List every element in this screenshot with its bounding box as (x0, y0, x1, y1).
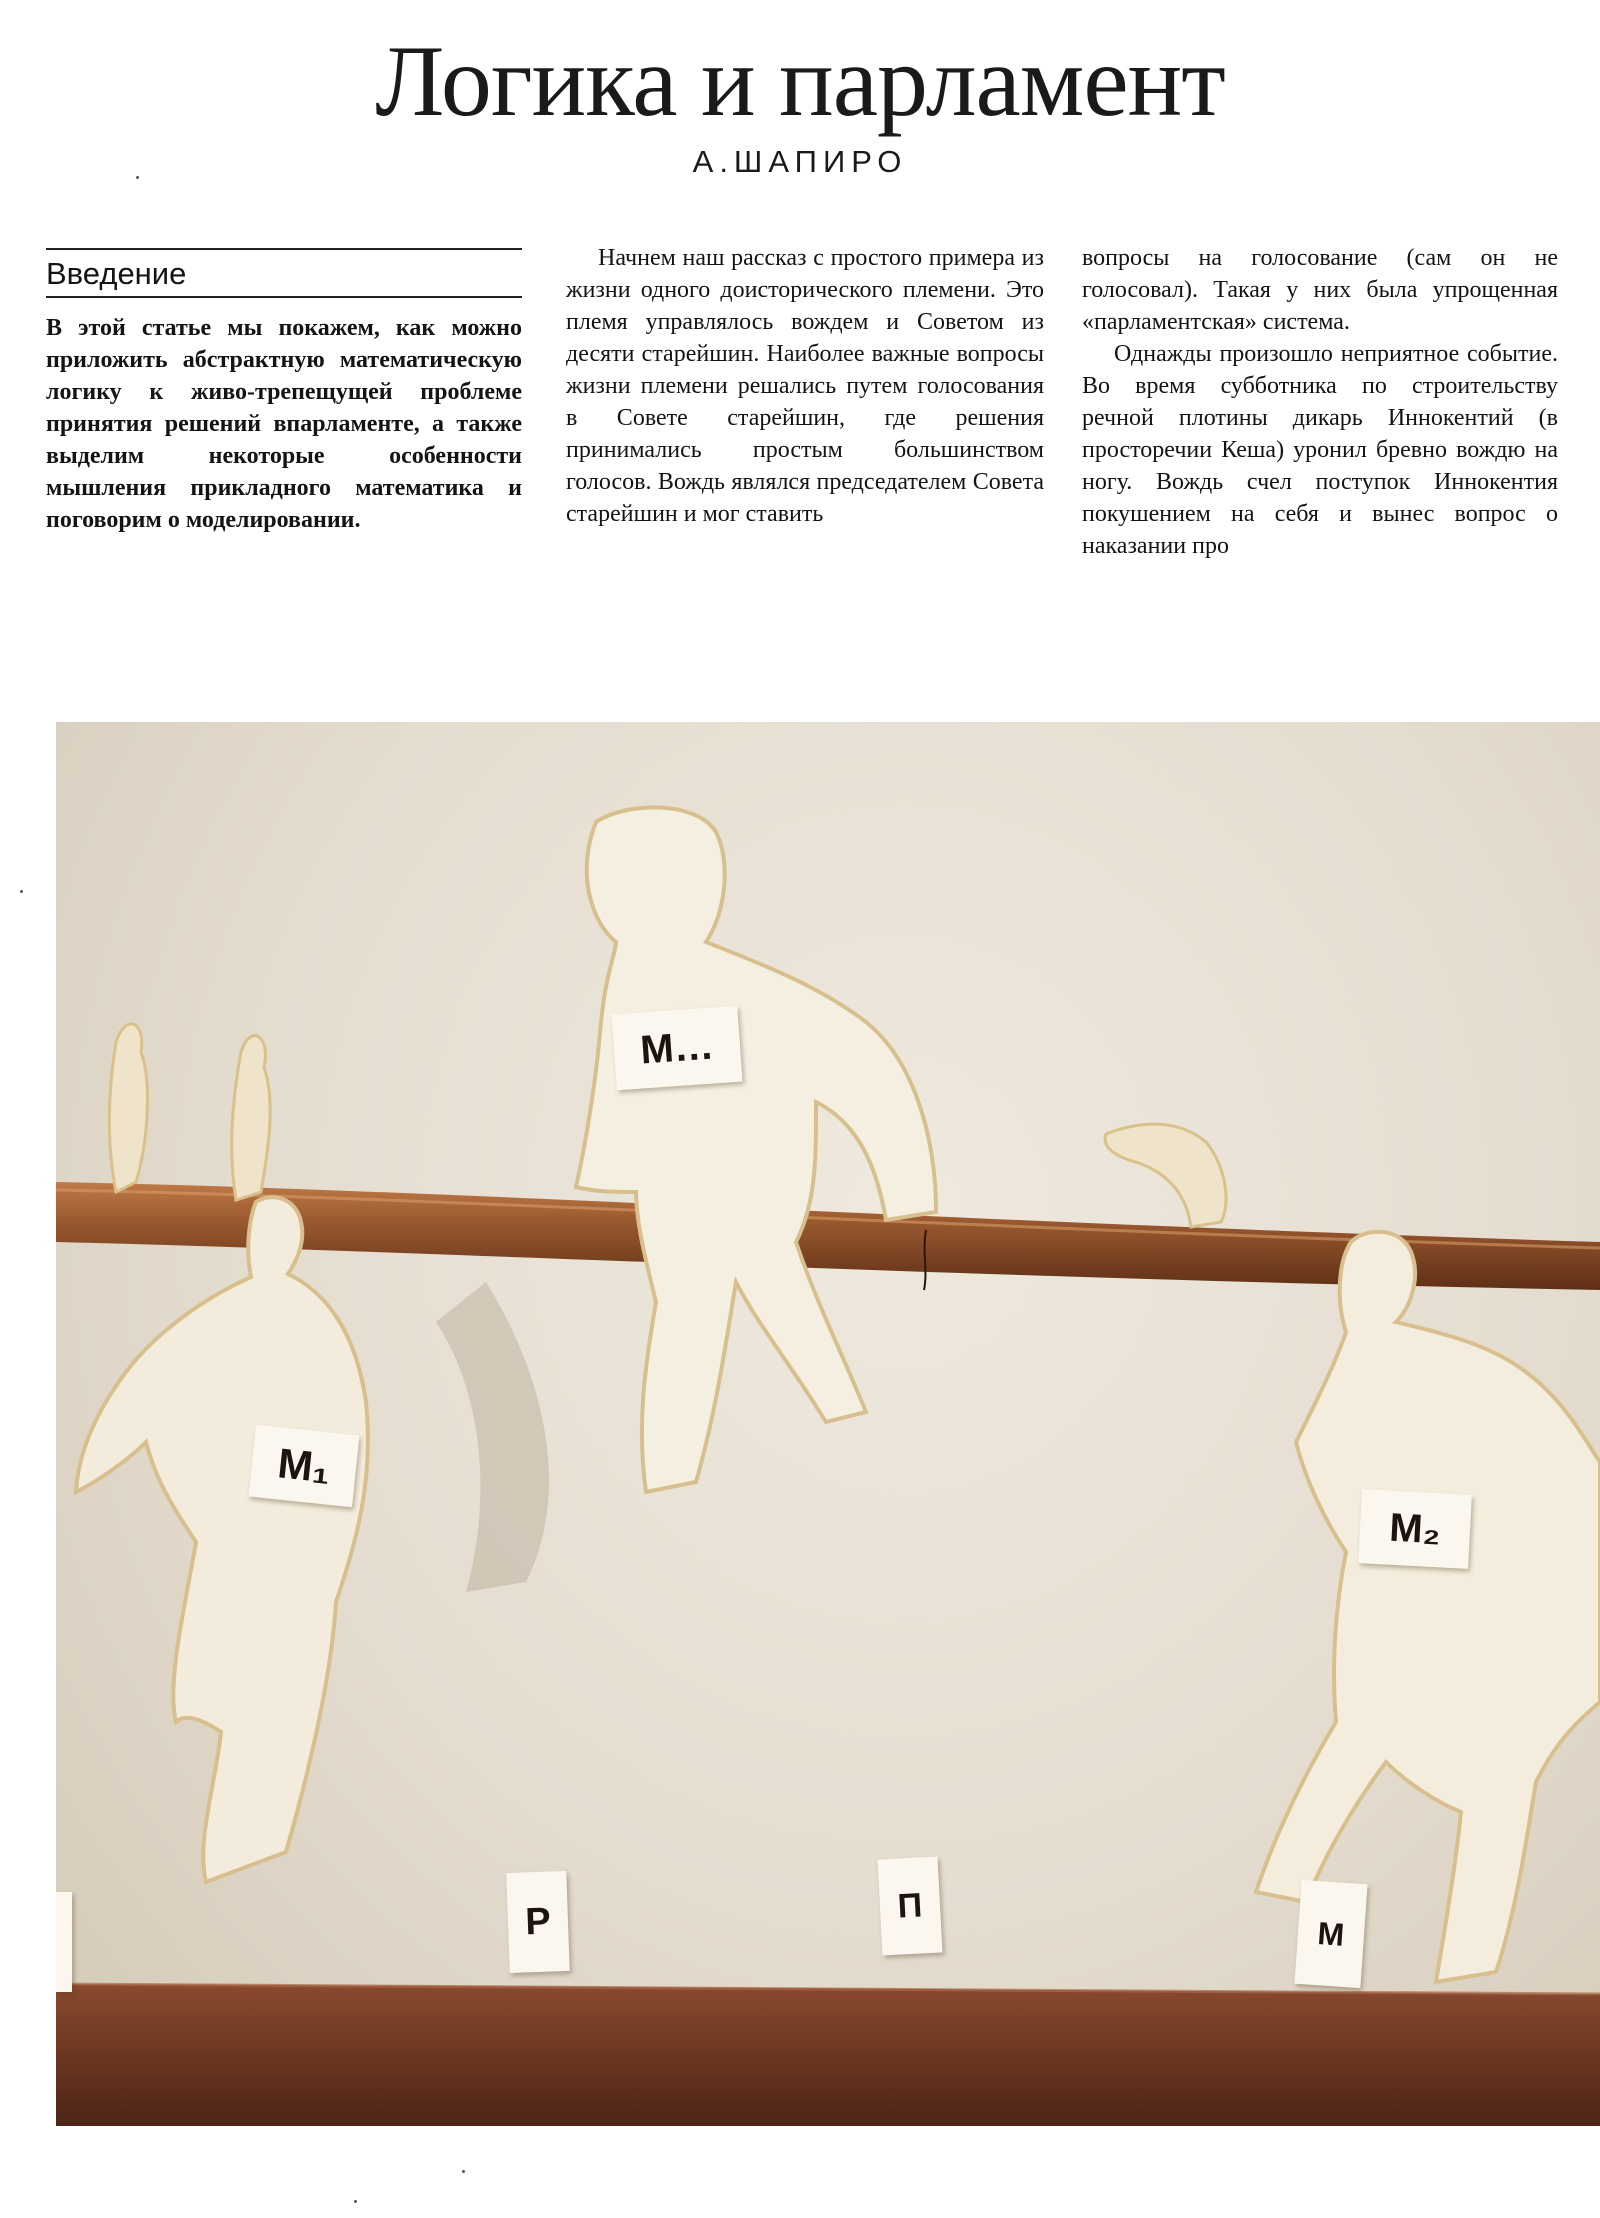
paper-hand-left-2 (232, 1036, 270, 1200)
figure-label-m2: M₂ (1358, 1489, 1472, 1569)
paper-hand-left (109, 1024, 147, 1192)
print-speck (354, 2200, 357, 2203)
body-column-3 (1082, 242, 1558, 562)
body-paragraph: вопросы на голосование (сам он не голосовал). Такая у них была упрощенная «парламентская» система. (1082, 245, 1558, 335)
letter-card-pi: Π (878, 1856, 943, 1955)
body-column-2 (566, 242, 1044, 530)
paper-figure-m1 (76, 1197, 368, 1882)
paper-hand-right (1105, 1124, 1226, 1227)
article-title: Логика и парламент (375, 25, 1225, 138)
illustration-photo (56, 722, 1600, 2126)
print-speck (136, 176, 139, 179)
figure-label-m1: M₁ (249, 1425, 360, 1507)
body-paragraph: Начнем наш рассказ с простого примера из жизни одного доисторического племени. Это племя управлялось вождем и Советом из десяти старейшин. Наиболее важные вопросы жизни племени решались путем голосования в Совете старейшин, где решения принимались простым большинством голосов. Вождь являлся председателем Совета старейшин и мог ставить (566, 245, 1044, 527)
letter-card-p: P (506, 1871, 569, 1973)
letter-card-m: M (1294, 1880, 1367, 1988)
section-heading: Введение (46, 248, 522, 298)
letter-card-edge (56, 1892, 72, 1992)
print-speck (20, 890, 23, 893)
figure-label-m-dots: M… (612, 1006, 743, 1091)
wooden-shelf (56, 1984, 1600, 2126)
print-speck (462, 2170, 465, 2173)
paper-figure-m2 (1256, 1232, 1600, 1982)
intro-column (46, 242, 522, 536)
article-author: А.ШАПИРО (692, 144, 908, 179)
paper-figure-m-dots (576, 807, 936, 1492)
paper-figures-scene (56, 722, 1600, 2126)
intro-paragraph: В этой статье мы покажем, как можно приложить абстрактную математическую логику к живо-трепещущей проблеме принятия решений впарламенте, а также выделим некоторые особенности мышления прикладного математика и поговорим о моделировании. (46, 315, 522, 533)
body-paragraph: Однажды произошло неприятное событие. Во время субботника по строительству речной плотины дикарь Иннокентий (в просторечии Кеша) уронил бревно вождю на ногу. Вождь счел поступок Иннокентия покушением на себя и вынес вопрос о наказании про (1082, 341, 1558, 559)
